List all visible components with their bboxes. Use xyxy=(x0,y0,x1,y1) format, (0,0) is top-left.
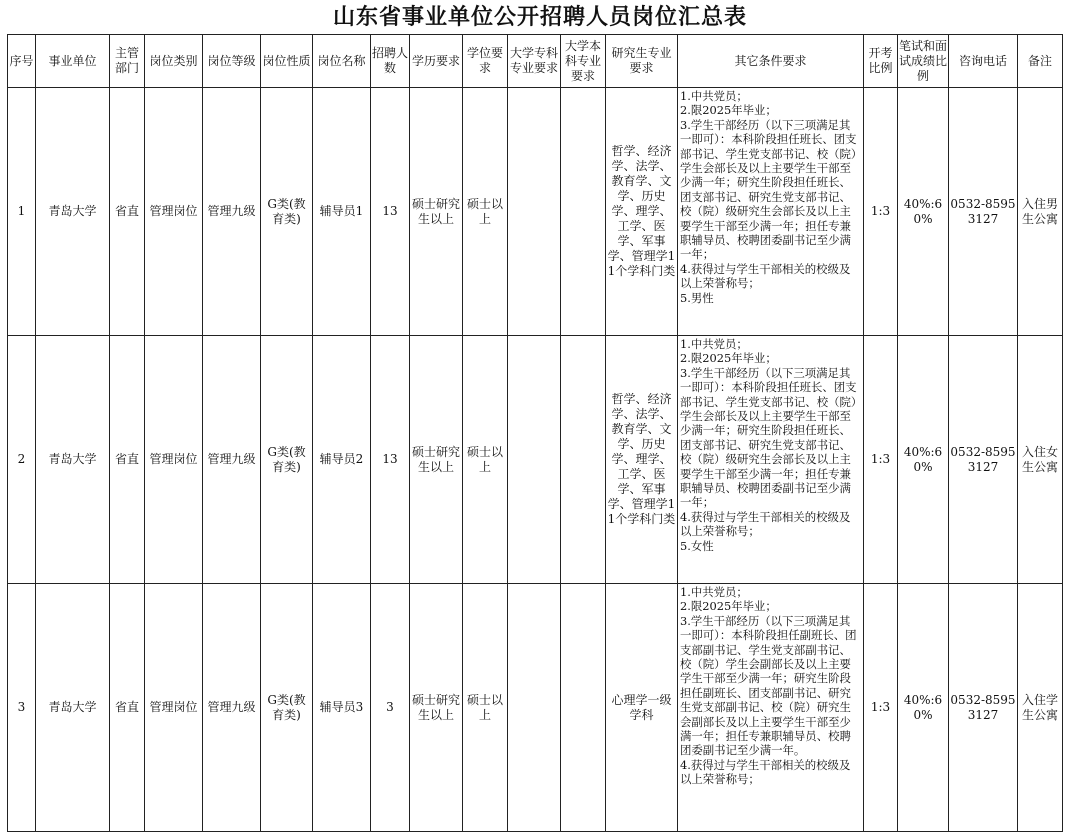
condition-item: 5.男性 xyxy=(680,290,714,305)
education-requirement: 硕士研究生以上 xyxy=(410,88,463,336)
post-name: 辅导员1 xyxy=(313,88,371,336)
post-level: 管理九级 xyxy=(203,584,261,832)
other-conditions xyxy=(678,584,864,832)
contact-phone: 0532-85953127 xyxy=(949,584,1018,832)
other-conditions xyxy=(678,88,864,336)
exam-ratio: 1:3 xyxy=(864,88,898,336)
column-header: 岗位名称 xyxy=(313,35,371,88)
column-header: 主管部门 xyxy=(110,35,145,88)
degree-requirement: 硕士以上 xyxy=(463,336,508,584)
score-ratio: 40%:60% xyxy=(898,88,949,336)
grad-major: 哲学、经济学、法学、教育学、文学、历史学、理学、工学、医学、军事学、管理学11个学科门类 xyxy=(606,336,678,584)
column-header: 岗位类别 xyxy=(145,35,203,88)
column-header: 大学本科专业要求 xyxy=(561,35,606,88)
education-requirement: 硕士研究生以上 xyxy=(410,584,463,832)
post-level: 管理九级 xyxy=(203,88,261,336)
department: 省直 xyxy=(110,336,145,584)
condition-item: 3.学生干部经历（以下三项满足其一即可）：本科阶段担任副班长、团支部副书记、学生党支部副书记、校（院）学生会副部长及以上主要学生干部至少满一年；研究生阶段担任副班长、团支部副书记、研究生党支部副书记、校（院）研究生会副部长及以上主要学生干部至少满一年；担任专兼职辅导员、校聘团委副书记至少满一年。 xyxy=(680,613,857,758)
row-number: 2 xyxy=(8,336,36,584)
post-level: 管理九级 xyxy=(203,336,261,584)
unit-name: 青岛大学 xyxy=(36,88,110,336)
column-header: 招聘人数 xyxy=(371,35,410,88)
column-header: 岗位等级 xyxy=(203,35,261,88)
post-name: 辅导员2 xyxy=(313,336,371,584)
remark: 入住男生公寓 xyxy=(1018,88,1063,336)
positions-table xyxy=(7,34,1063,832)
contact-phone: 0532-85953127 xyxy=(949,336,1018,584)
college-major xyxy=(508,584,561,832)
column-header: 岗位性质 xyxy=(261,35,313,88)
column-header: 大学专科专业要求 xyxy=(508,35,561,88)
post-nature: G类(教育类) xyxy=(261,584,313,832)
unit-name: 青岛大学 xyxy=(36,584,110,832)
table-row xyxy=(8,336,1063,584)
condition-item: 3.学生干部经历（以下三项满足其一即可）：本科阶段担任班长、团支部书记、学生党支部书记、校（院）学生会部长及以上主要学生干部至少满一年；研究生阶段担任班长、团支部书记、研究生党支部书记、校（院）级研究生会部长及以上主要学生干部至少满一年；担任专兼职辅导员、校聘团委副书记至少满一年； xyxy=(680,365,857,510)
post-name: 辅导员3 xyxy=(313,584,371,832)
other-conditions xyxy=(678,336,864,584)
education-requirement: 硕士研究生以上 xyxy=(410,336,463,584)
condition-item: 2.限2025年毕业； xyxy=(680,103,777,118)
score-ratio: 40%:60% xyxy=(898,584,949,832)
college-major xyxy=(508,88,561,336)
department: 省直 xyxy=(110,88,145,336)
exam-ratio: 1:3 xyxy=(864,584,898,832)
column-header: 学位要求 xyxy=(463,35,508,88)
column-header: 事业单位 xyxy=(36,35,110,88)
header-row xyxy=(8,35,1063,88)
condition-item: 4.获得过与学生干部相关的校级及以上荣誉称号； xyxy=(680,261,851,291)
column-header: 开考比例 xyxy=(864,35,898,88)
column-header: 笔试和面试成绩比例 xyxy=(898,35,949,88)
column-header: 咨询电话 xyxy=(949,35,1018,88)
undergrad-major xyxy=(561,336,606,584)
post-category: 管理岗位 xyxy=(145,584,203,832)
hire-count: 3 xyxy=(371,584,410,832)
condition-item: 1.中共党员； xyxy=(680,585,748,599)
condition-item: 3.学生干部经历（以下三项满足其一即可）：本科阶段担任班长、团支部书记、学生党支部书记、校（院）学生会部长及以上主要学生干部至少满一年；研究生阶段担任班长、团支部书记、研究生党支部书记、校（院）级研究生会部长及以上主要学生干部至少满一年；担任专兼职辅导员、校聘团委副书记至少满一年； xyxy=(680,117,857,262)
condition-item: 4.获得过与学生干部相关的校级及以上荣誉称号； xyxy=(680,757,851,787)
score-ratio: 40%:60% xyxy=(898,336,949,584)
degree-requirement: 硕士以上 xyxy=(463,88,508,336)
undergrad-major xyxy=(561,584,606,832)
condition-item: 1.中共党员； xyxy=(680,337,748,351)
degree-requirement: 硕士以上 xyxy=(463,584,508,832)
post-category: 管理岗位 xyxy=(145,88,203,336)
condition-item: 4.获得过与学生干部相关的校级及以上荣誉称号； xyxy=(680,509,851,539)
condition-item: 2.限2025年毕业； xyxy=(680,599,777,614)
column-header: 备注 xyxy=(1018,35,1063,88)
row-number: 3 xyxy=(8,584,36,832)
remark: 入住学生公寓 xyxy=(1018,584,1063,832)
table-row xyxy=(8,88,1063,336)
undergrad-major xyxy=(561,88,606,336)
column-header: 研究生专业要求 xyxy=(606,35,678,88)
hire-count: 13 xyxy=(371,88,410,336)
college-major xyxy=(508,336,561,584)
grad-major: 心理学一级学科 xyxy=(606,584,678,832)
post-nature: G类(教育类) xyxy=(261,336,313,584)
page-title: 山东省事业单位公开招聘人员岗位汇总表 xyxy=(332,4,747,30)
grad-major: 哲学、经济学、法学、教育学、文学、历史学、理学、工学、医学、军事学、管理学11个学科门类 xyxy=(606,88,678,336)
department: 省直 xyxy=(110,584,145,832)
column-header: 其它条件要求 xyxy=(678,35,864,88)
column-header: 序号 xyxy=(8,35,36,88)
remark: 入住女生公寓 xyxy=(1018,336,1063,584)
contact-phone: 0532-85953127 xyxy=(949,88,1018,336)
row-number: 1 xyxy=(8,88,36,336)
post-category: 管理岗位 xyxy=(145,336,203,584)
condition-item: 5.女性 xyxy=(680,538,714,553)
condition-item: 2.限2025年毕业； xyxy=(680,351,777,366)
table-row xyxy=(8,584,1063,832)
column-header: 学历要求 xyxy=(410,35,463,88)
post-nature: G类(教育类) xyxy=(261,88,313,336)
hire-count: 13 xyxy=(371,336,410,584)
condition-item: 1.中共党员； xyxy=(680,89,748,103)
exam-ratio: 1:3 xyxy=(864,336,898,584)
unit-name: 青岛大学 xyxy=(36,336,110,584)
